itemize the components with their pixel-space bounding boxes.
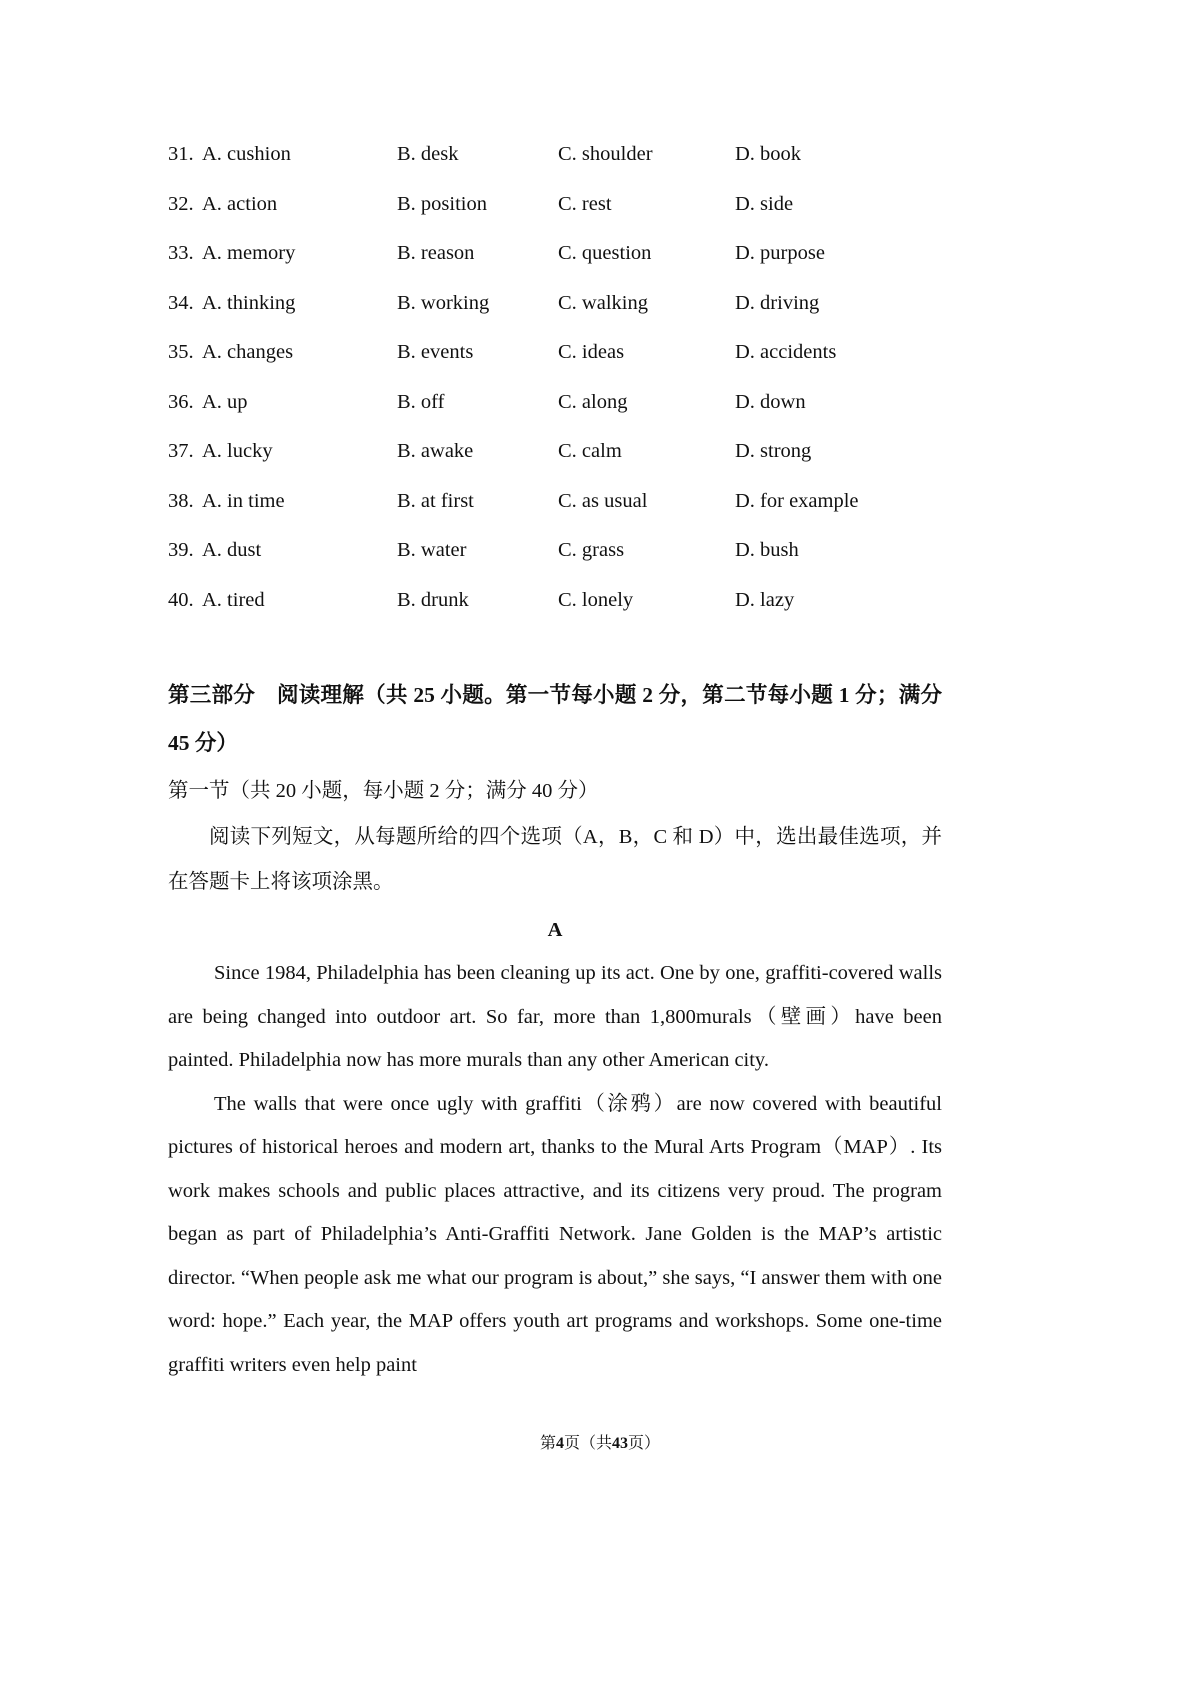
passage-paragraph: Since 1984, Philadelphia has been cleaning up its act. One by one, graffiti-covered walls are being changed into outdoor art. So far, more than 1,800murals（壁画）have been painted. Philadelphia now has more murals than any other American city. (168, 962, 942, 1071)
question-option-b: B. working (397, 291, 490, 314)
question-number: 31. (168, 143, 194, 165)
question-number: 36. (168, 390, 194, 413)
footer-middle: 页（共 (563, 1435, 612, 1452)
question-option-a: 34. A. thinking (168, 279, 397, 329)
footer-prefix: 第 (539, 1435, 556, 1452)
question-option-d: D. purpose (735, 242, 825, 264)
question-option-d: D. accidents (735, 341, 837, 363)
question-row-34 (168, 279, 942, 329)
section-header: 第三部分 阅读理解（共 25 小题。第一节每小题 2 分，第二节每小题 1 分；满分 45 分） (168, 683, 942, 755)
question-option-b: B. awake (397, 440, 474, 462)
question-row-37 (168, 427, 942, 477)
question-option-a: 39. A. dust (168, 526, 397, 576)
passage (168, 952, 942, 1387)
question-option-c: C. question (558, 242, 652, 264)
question-option-b: B. water (397, 539, 467, 561)
question-option-b: B. position (397, 192, 487, 215)
page-content (168, 130, 942, 1387)
question-option-c: C. ideas (558, 341, 625, 363)
question-number: 39. (168, 539, 194, 561)
question-number: 40. (168, 588, 194, 611)
question-option-c: C. as usual (558, 489, 648, 512)
question-option-c: C. rest (558, 192, 612, 215)
question-option-d: D. for example (735, 489, 859, 512)
question-row-39 (168, 526, 942, 576)
question-option-d: D. lazy (735, 588, 795, 611)
question-number: 35. (168, 341, 194, 363)
question-row-40 (168, 576, 942, 626)
question-option-b: B. at first (397, 489, 474, 512)
question-option-d: D. side (735, 192, 794, 215)
question-option-a: 31. A. cushion (168, 130, 397, 180)
page-footer (0, 1430, 1200, 1453)
question-option-b: B. desk (397, 143, 459, 165)
question-option-c: C. grass (558, 539, 625, 561)
question-option-c: C. calm (558, 440, 622, 462)
question-number: 38. (168, 489, 194, 512)
question-option-c: C. shoulder (558, 143, 653, 165)
footer-total-pages: 43 (612, 1435, 628, 1452)
question-row-31 (168, 130, 942, 180)
question-row-32 (168, 180, 942, 230)
question-option-d: D. down (735, 390, 806, 413)
question-number: 33. (168, 242, 194, 264)
question-option-a: 40. A. tired (168, 576, 397, 626)
question-option-d: D. strong (735, 440, 812, 462)
question-option-d: D. bush (735, 539, 799, 561)
passage-paragraph: The walls that were once ugly with graffiti（涂鸦）are now covered with beautiful pictures of historical heroes and modern art, thanks to the Mural Arts Program（MAP）. Its work makes schools and public places attractive, and its citizens very proud. The program began as part of Philadelphia’s Anti-Graffiti Network. Jane Golden is the MAP’s artistic director. “When people ask me what our program is about,” she says, “I answer them with one word: hope.” Each year, the MAP offers youth art programs and workshops. Some one-time graffiti writers even help paint (168, 1092, 942, 1376)
question-row-36 (168, 378, 942, 428)
question-option-c: C. walking (558, 291, 648, 314)
question-number: 32. (168, 192, 194, 215)
footer-suffix: 页） (628, 1435, 661, 1452)
question-option-a: 37. A. lucky (168, 427, 397, 477)
passage-label: A (547, 919, 563, 941)
question-option-c: C. along (558, 390, 628, 413)
question-option-a: 35. A. changes (168, 328, 397, 378)
instructions-text: 阅读下列短文，从每题所给的四个选项（A，B，C 和 D）中，选出最佳选项，并在答题卡上将该项涂黑。 (168, 826, 942, 893)
question-option-a: 33. A. memory (168, 229, 397, 279)
question-option-b: B. off (397, 390, 445, 413)
question-option-d: D. book (735, 143, 802, 165)
question-option-a: 38. A. in time (168, 477, 397, 527)
question-row-35 (168, 328, 942, 378)
question-list (168, 130, 942, 625)
question-row-33 (168, 229, 942, 279)
question-option-a: 32. A. action (168, 180, 397, 230)
subsection-header: 第一节（共 20 小题，每小题 2 分；满分 40 分） (168, 780, 599, 802)
question-number: 37. (168, 440, 194, 462)
question-row-38 (168, 477, 942, 527)
question-number: 34. (168, 291, 194, 314)
question-option-a: 36. A. up (168, 378, 397, 428)
footer-page-number: 4 (555, 1435, 564, 1452)
question-option-c: C. lonely (558, 588, 634, 611)
question-option-b: B. drunk (397, 588, 469, 611)
question-option-d: D. driving (735, 291, 820, 314)
question-option-b: B. events (397, 341, 474, 363)
question-option-b: B. reason (397, 242, 475, 264)
